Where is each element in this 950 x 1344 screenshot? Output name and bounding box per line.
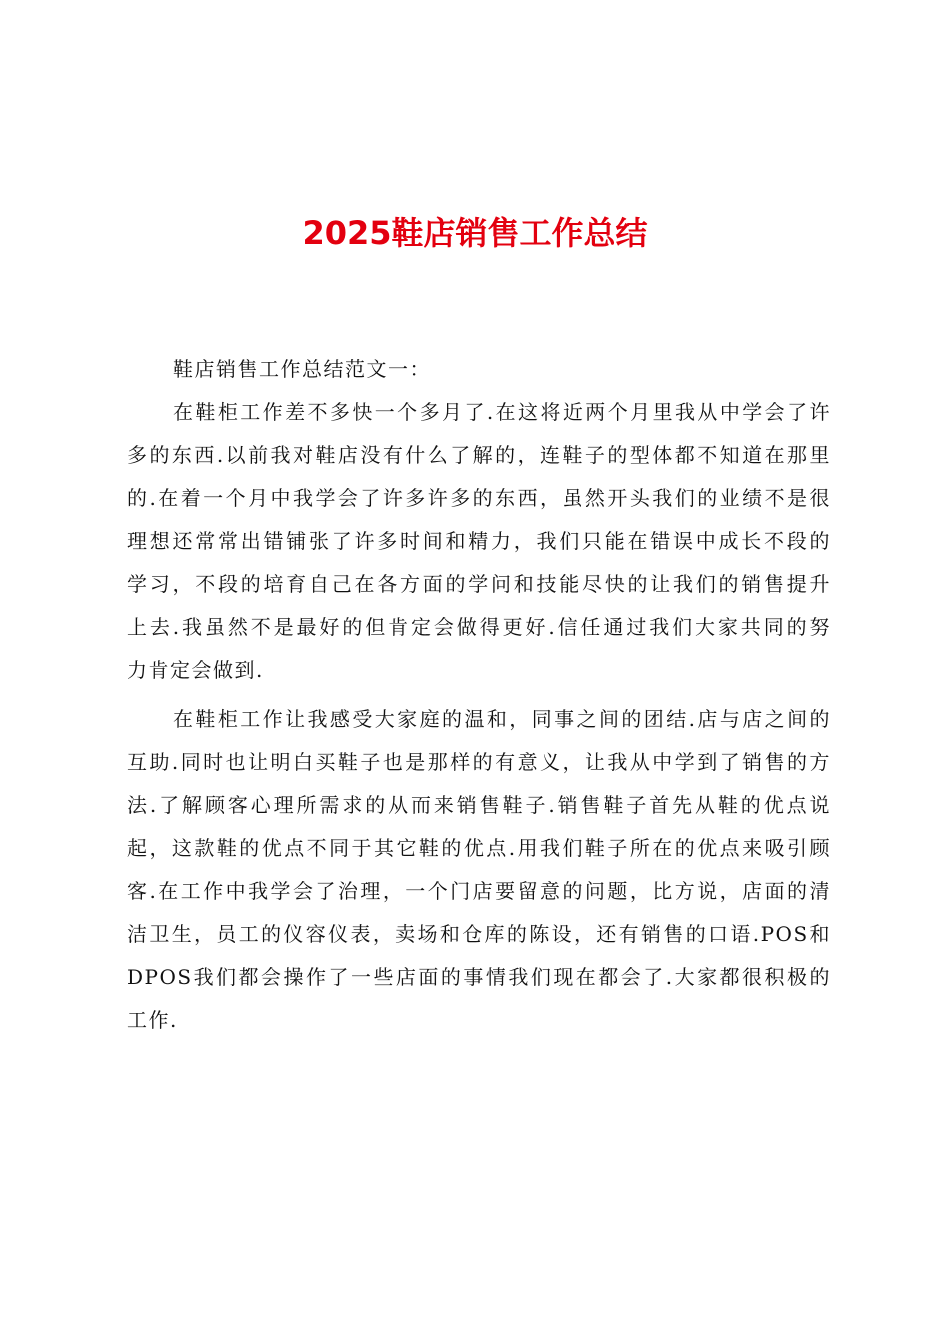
- paragraph-line: 力肯定会做到.: [127, 658, 264, 682]
- paragraph-line: 法.了解顾客心理所需求的从而来销售鞋子.销售鞋子首先从鞋的优点说: [127, 793, 831, 817]
- paragraph-line: 在鞋柜工作让我感受大家庭的温和，同事之间的团结.店与店之间的: [173, 707, 831, 731]
- paragraph-line: 客.在工作中我学会了治理，一个门店要留意的问题，比方说，店面的清: [127, 879, 831, 903]
- paragraph-1: [127, 391, 831, 692]
- paragraph-line: 互助.同时也让明白买鞋子也是那样的有意义，让我从中学到了销售的方: [127, 750, 831, 774]
- paragraph-line: 起，这款鞋的优点不同于其它鞋的优点.用我们鞋子所在的优点来吸引顾: [127, 836, 831, 860]
- paragraph-line: 上去.我虽然不是最好的但肯定会做得更好.信任通过我们大家共同的努: [127, 615, 831, 639]
- paragraph-line: 理想还常常出错铺张了许多时间和精力，我们只能在错误中成长不段的: [127, 529, 831, 553]
- paragraph-line: 多的东西.以前我对鞋店没有什么了解的，连鞋子的型体都不知道在那里: [127, 443, 831, 467]
- paragraph-line: 在鞋柜工作差不多快一个多月了.在这将近两个月里我从中学会了许: [173, 400, 831, 424]
- document-title: 2025鞋店销售工作总结: [302, 214, 648, 252]
- paragraph-line: 的.在着一个月中我学会了许多许多的东西，虽然开头我们的业绩不是很: [127, 486, 831, 510]
- paragraph-line: 学习，不段的培育自己在各方面的学问和技能尽快的让我们的销售提升: [127, 572, 831, 596]
- paragraph-line: 洁卫生，员工的仪容仪表，卖场和仓库的陈设，还有销售的口语.POS和: [127, 922, 831, 946]
- subheading: 鞋店销售工作总结范文一：: [173, 357, 431, 381]
- paragraph-line: DPOS我们都会操作了一些店面的事情我们现在都会了.大家都很积极的: [127, 965, 831, 989]
- document-body: [127, 348, 831, 1042]
- paragraph-2: [127, 698, 831, 1042]
- paragraph-line: 工作.: [127, 1008, 178, 1032]
